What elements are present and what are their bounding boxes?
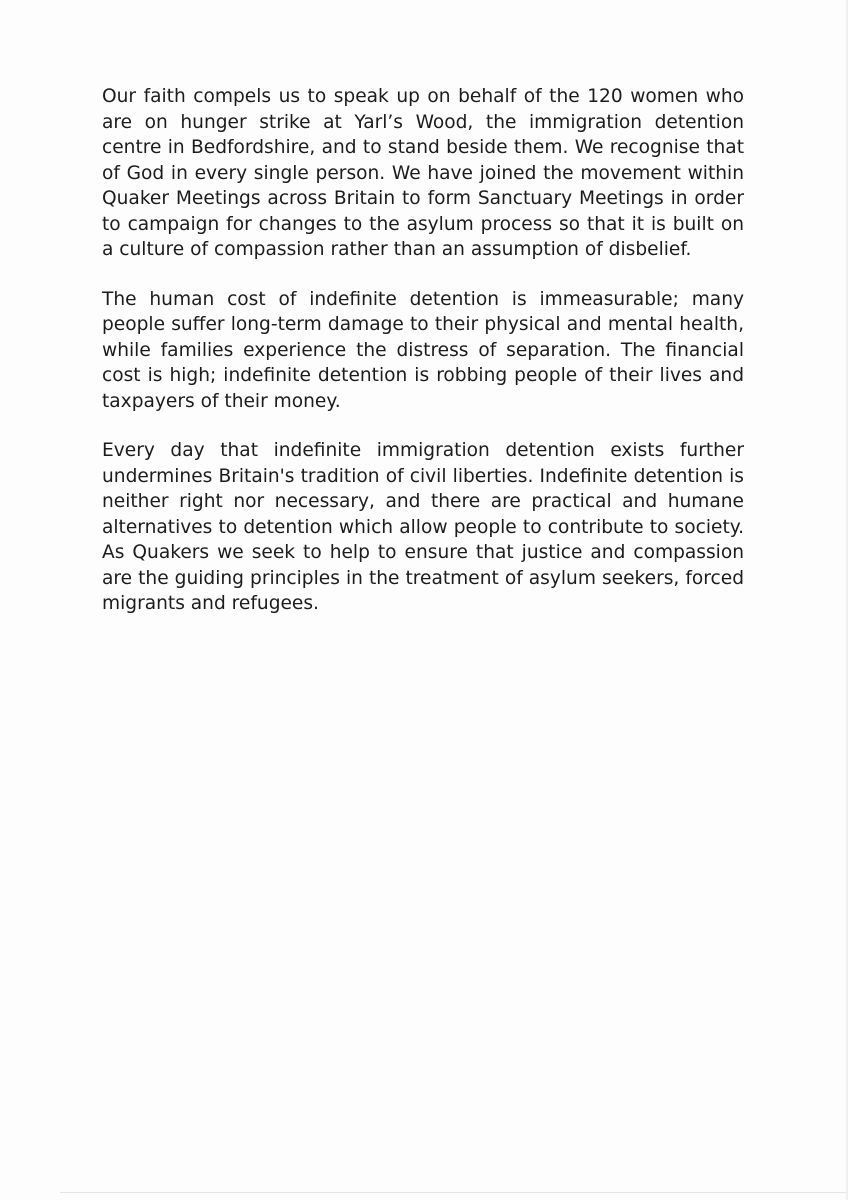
paragraph-faith-compels: Our faith compels us to speak up on behalf of the 120 women who are on hunger strike at Yarl’s Wood, the immigration detention centre in Bedfordshire, and to stand beside them. We recognise that of God in every single person. We have joined the movement within Quaker Meetings across Britain to form Sanctuary Meetings in order to campaign for changes to the asylum process so that it is built on a culture of compassion rather than an assumption of disbelief. — [102, 86, 744, 260]
paragraph-human-cost: The human cost of indefinite detention is immeasurable; many people suffer long-term damage to their physical and mental health, while families experience the distress of separation. The financial cost is high; indefinite detention is robbing people of their lives and taxpayers of their money. — [102, 288, 744, 412]
paragraph-civil-liberties: Every day that indefinite immigration detention exists further undermines Britain's tradition of civil liberties. Indefinite detention is neither right nor necessary, and there are practical and humane alternatives to detention which allow people to contribute to society. As Quakers we seek to help to ensure that justice and compassion are the guiding principles in the treatment of asylum seekers, forced migrants and refugees. — [102, 440, 744, 614]
document-body — [102, 84, 744, 641]
scan-bottom-edge — [60, 1192, 848, 1193]
